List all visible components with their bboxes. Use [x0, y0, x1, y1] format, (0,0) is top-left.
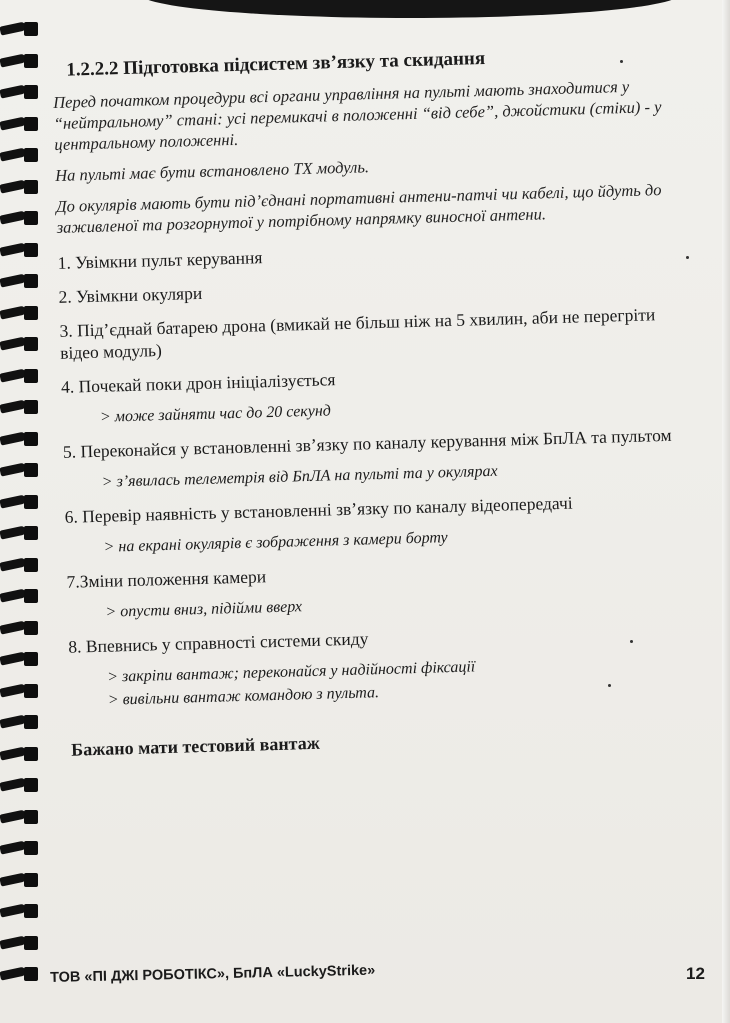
- page-right-edge: [722, 0, 730, 1023]
- binding-coil: [0, 52, 38, 74]
- binding-coil: [0, 20, 38, 42]
- binding-hole: [24, 715, 38, 729]
- binding-hole: [24, 400, 38, 414]
- binding-hole: [24, 526, 38, 540]
- binding-wire: [0, 777, 27, 791]
- binding-hole: [24, 180, 38, 194]
- binding-hole: [24, 841, 38, 855]
- binding-coil: [0, 934, 38, 956]
- binding-hole: [24, 652, 38, 666]
- binding-wire: [0, 431, 27, 445]
- binding-coil: [0, 241, 38, 263]
- binding-wire: [0, 179, 27, 193]
- binding-wire: [0, 305, 27, 319]
- intro-block: [53, 74, 687, 238]
- binding-coil: [0, 619, 38, 641]
- binding-hole: [24, 747, 38, 761]
- binding-hole: [24, 936, 38, 950]
- binding-hole: [24, 274, 38, 288]
- binding-coil: [0, 304, 38, 326]
- binding-coil: [0, 524, 38, 546]
- step-note: > вивільни вантаж командою з пульта.: [107, 684, 380, 709]
- binding-hole: [24, 495, 38, 509]
- step-label: 6. Перевір наявність у встановленні зв’язку по каналу відеопередачі: [64, 492, 573, 527]
- binding-hole: [24, 558, 38, 572]
- paper-speck: [630, 640, 633, 643]
- binding-wire: [0, 242, 27, 256]
- document-content: [52, 42, 701, 760]
- step-label: 1. Увімкни пульт керування: [57, 247, 263, 273]
- step-item: [61, 358, 692, 429]
- binding-coil: [0, 587, 38, 609]
- binding-coil: [0, 430, 38, 452]
- closing-note: Бажано мати тестовий вантаж: [70, 732, 321, 760]
- step-label: 3. Під’єднай батарею дрона (вмикай не більш ніж на 5 хвилин, аби не перегріти відео модуль): [59, 304, 656, 363]
- binding-coil: [0, 871, 38, 893]
- paper-speck: [686, 256, 689, 259]
- intro-paragraph: До окулярів мають бути під’єднані портативні антени-патчі чи кабелі, що йдуть до заживленої та розгорнутої у потрібному напрямку виносної антени.: [55, 180, 662, 237]
- page-footer: ТОВ «ПІ ДЖІ РОБОТІКС», БпЛА «LuckyStrike»: [50, 962, 376, 986]
- step-item: [64, 488, 695, 559]
- binding-hole: [24, 463, 38, 477]
- binding-hole: [24, 684, 38, 698]
- binding-wire: [0, 651, 27, 665]
- intro-paragraph: Перед початком процедури всі органи управління на пульті мають знаходитися у “нейтральному” стані: усі перемикачі в положенні “від себе”, джойстики (стіки) - у центральному положенні.: [52, 76, 662, 154]
- binding-coil: [0, 713, 38, 735]
- binding-hole: [24, 337, 38, 351]
- binding-coil: [0, 146, 38, 168]
- step-item: [66, 553, 697, 624]
- binding-coil: [0, 335, 38, 357]
- binding-wire: [0, 21, 27, 35]
- step-label: 8. Впевнись у справності системи скиду: [68, 628, 369, 657]
- binding-hole: [24, 54, 38, 68]
- step-item: [58, 268, 688, 308]
- binding-hole: [24, 243, 38, 257]
- binding-hole: [24, 148, 38, 162]
- paper-speck: [608, 684, 611, 687]
- step-label: 4. Почекай поки дрон ініціалізується: [60, 369, 336, 397]
- binding-hole: [24, 967, 38, 981]
- binding-wire: [0, 683, 27, 697]
- binding-coil: [0, 902, 38, 924]
- paper-speck: [620, 60, 623, 63]
- spiral-binding: [0, 20, 48, 1020]
- binding-hole: [24, 22, 38, 36]
- binding-coil: [0, 556, 38, 578]
- binding-hole: [24, 432, 38, 446]
- binding-wire: [0, 935, 27, 949]
- binding-hole: [24, 810, 38, 824]
- binding-coil: [0, 682, 38, 704]
- step-note: > опусти вниз, підійми вверх: [105, 598, 303, 621]
- binding-hole: [24, 621, 38, 635]
- step-label: 2. Увімкни окуляри: [58, 282, 203, 307]
- binding-coil: [0, 461, 38, 483]
- binding-coil: [0, 839, 38, 861]
- steps-list: [57, 234, 700, 711]
- binding-coil: [0, 367, 38, 389]
- binding-wire: [0, 399, 27, 413]
- binding-wire: [0, 966, 27, 980]
- binding-wire: [0, 336, 27, 350]
- binding-hole: [24, 306, 38, 320]
- binding-wire: [0, 588, 27, 602]
- binding-coil: [0, 83, 38, 105]
- binding-coil: [0, 209, 38, 231]
- binding-hole: [24, 369, 38, 383]
- step-note: > закріпи вантаж; переконайся у надійності фіксації: [107, 658, 476, 686]
- binding-wire: [0, 462, 27, 476]
- binding-coil: [0, 398, 38, 420]
- binding-hole: [24, 873, 38, 887]
- step-label: 7.Зміни положення камери: [66, 566, 267, 592]
- binding-hole: [24, 85, 38, 99]
- binding-wire: [0, 557, 27, 571]
- binding-wire: [0, 53, 27, 67]
- binding-coil: [0, 115, 38, 137]
- binding-coil: [0, 776, 38, 798]
- binding-coil: [0, 965, 38, 987]
- step-note: > на екрані окулярів є зображення з камери борту: [103, 529, 448, 556]
- binding-coil: [0, 272, 38, 294]
- binding-wire: [0, 840, 27, 854]
- binding-coil: [0, 745, 38, 767]
- binding-wire: [0, 368, 27, 382]
- binding-wire: [0, 273, 27, 287]
- binding-wire: [0, 809, 27, 823]
- binding-wire: [0, 872, 27, 886]
- binding-wire: [0, 84, 27, 98]
- step-item: [57, 234, 687, 274]
- binding-wire: [0, 147, 27, 161]
- binding-coil: [0, 493, 38, 515]
- binding-coil: [0, 808, 38, 830]
- binding-coil: [0, 650, 38, 672]
- page-number: 12: [686, 964, 705, 983]
- binding-hole: [24, 211, 38, 225]
- binding-wire: [0, 116, 27, 130]
- step-note: > з’явилась телеметрія від БпЛА на пульті та у окулярах: [101, 462, 498, 491]
- binding-coil: [0, 178, 38, 200]
- binding-wire: [0, 620, 27, 634]
- step-note: > може зайняти час до 20 секунд: [99, 402, 332, 426]
- binding-hole: [24, 589, 38, 603]
- step-item: [68, 618, 700, 712]
- binding-wire: [0, 525, 27, 539]
- intro-paragraph: На пульті має бути встановлено TX модуль.: [54, 157, 370, 185]
- step-item: [59, 302, 690, 364]
- binding-hole: [24, 117, 38, 131]
- step-label: 5. Переконайся у встановленні зв’язку по каналу керування між БпЛА та пультом: [62, 424, 672, 462]
- binding-wire: [0, 714, 27, 728]
- step-item: [63, 423, 694, 494]
- binding-wire: [0, 746, 27, 760]
- binding-hole: [24, 778, 38, 792]
- binding-hole: [24, 904, 38, 918]
- page-top-shadow: [140, 0, 680, 18]
- binding-wire: [0, 494, 27, 508]
- section-heading: 1.2.2.2 Підготовка підсистем зв’язку та скидання: [65, 47, 486, 81]
- binding-wire: [0, 903, 27, 917]
- binding-wire: [0, 210, 27, 224]
